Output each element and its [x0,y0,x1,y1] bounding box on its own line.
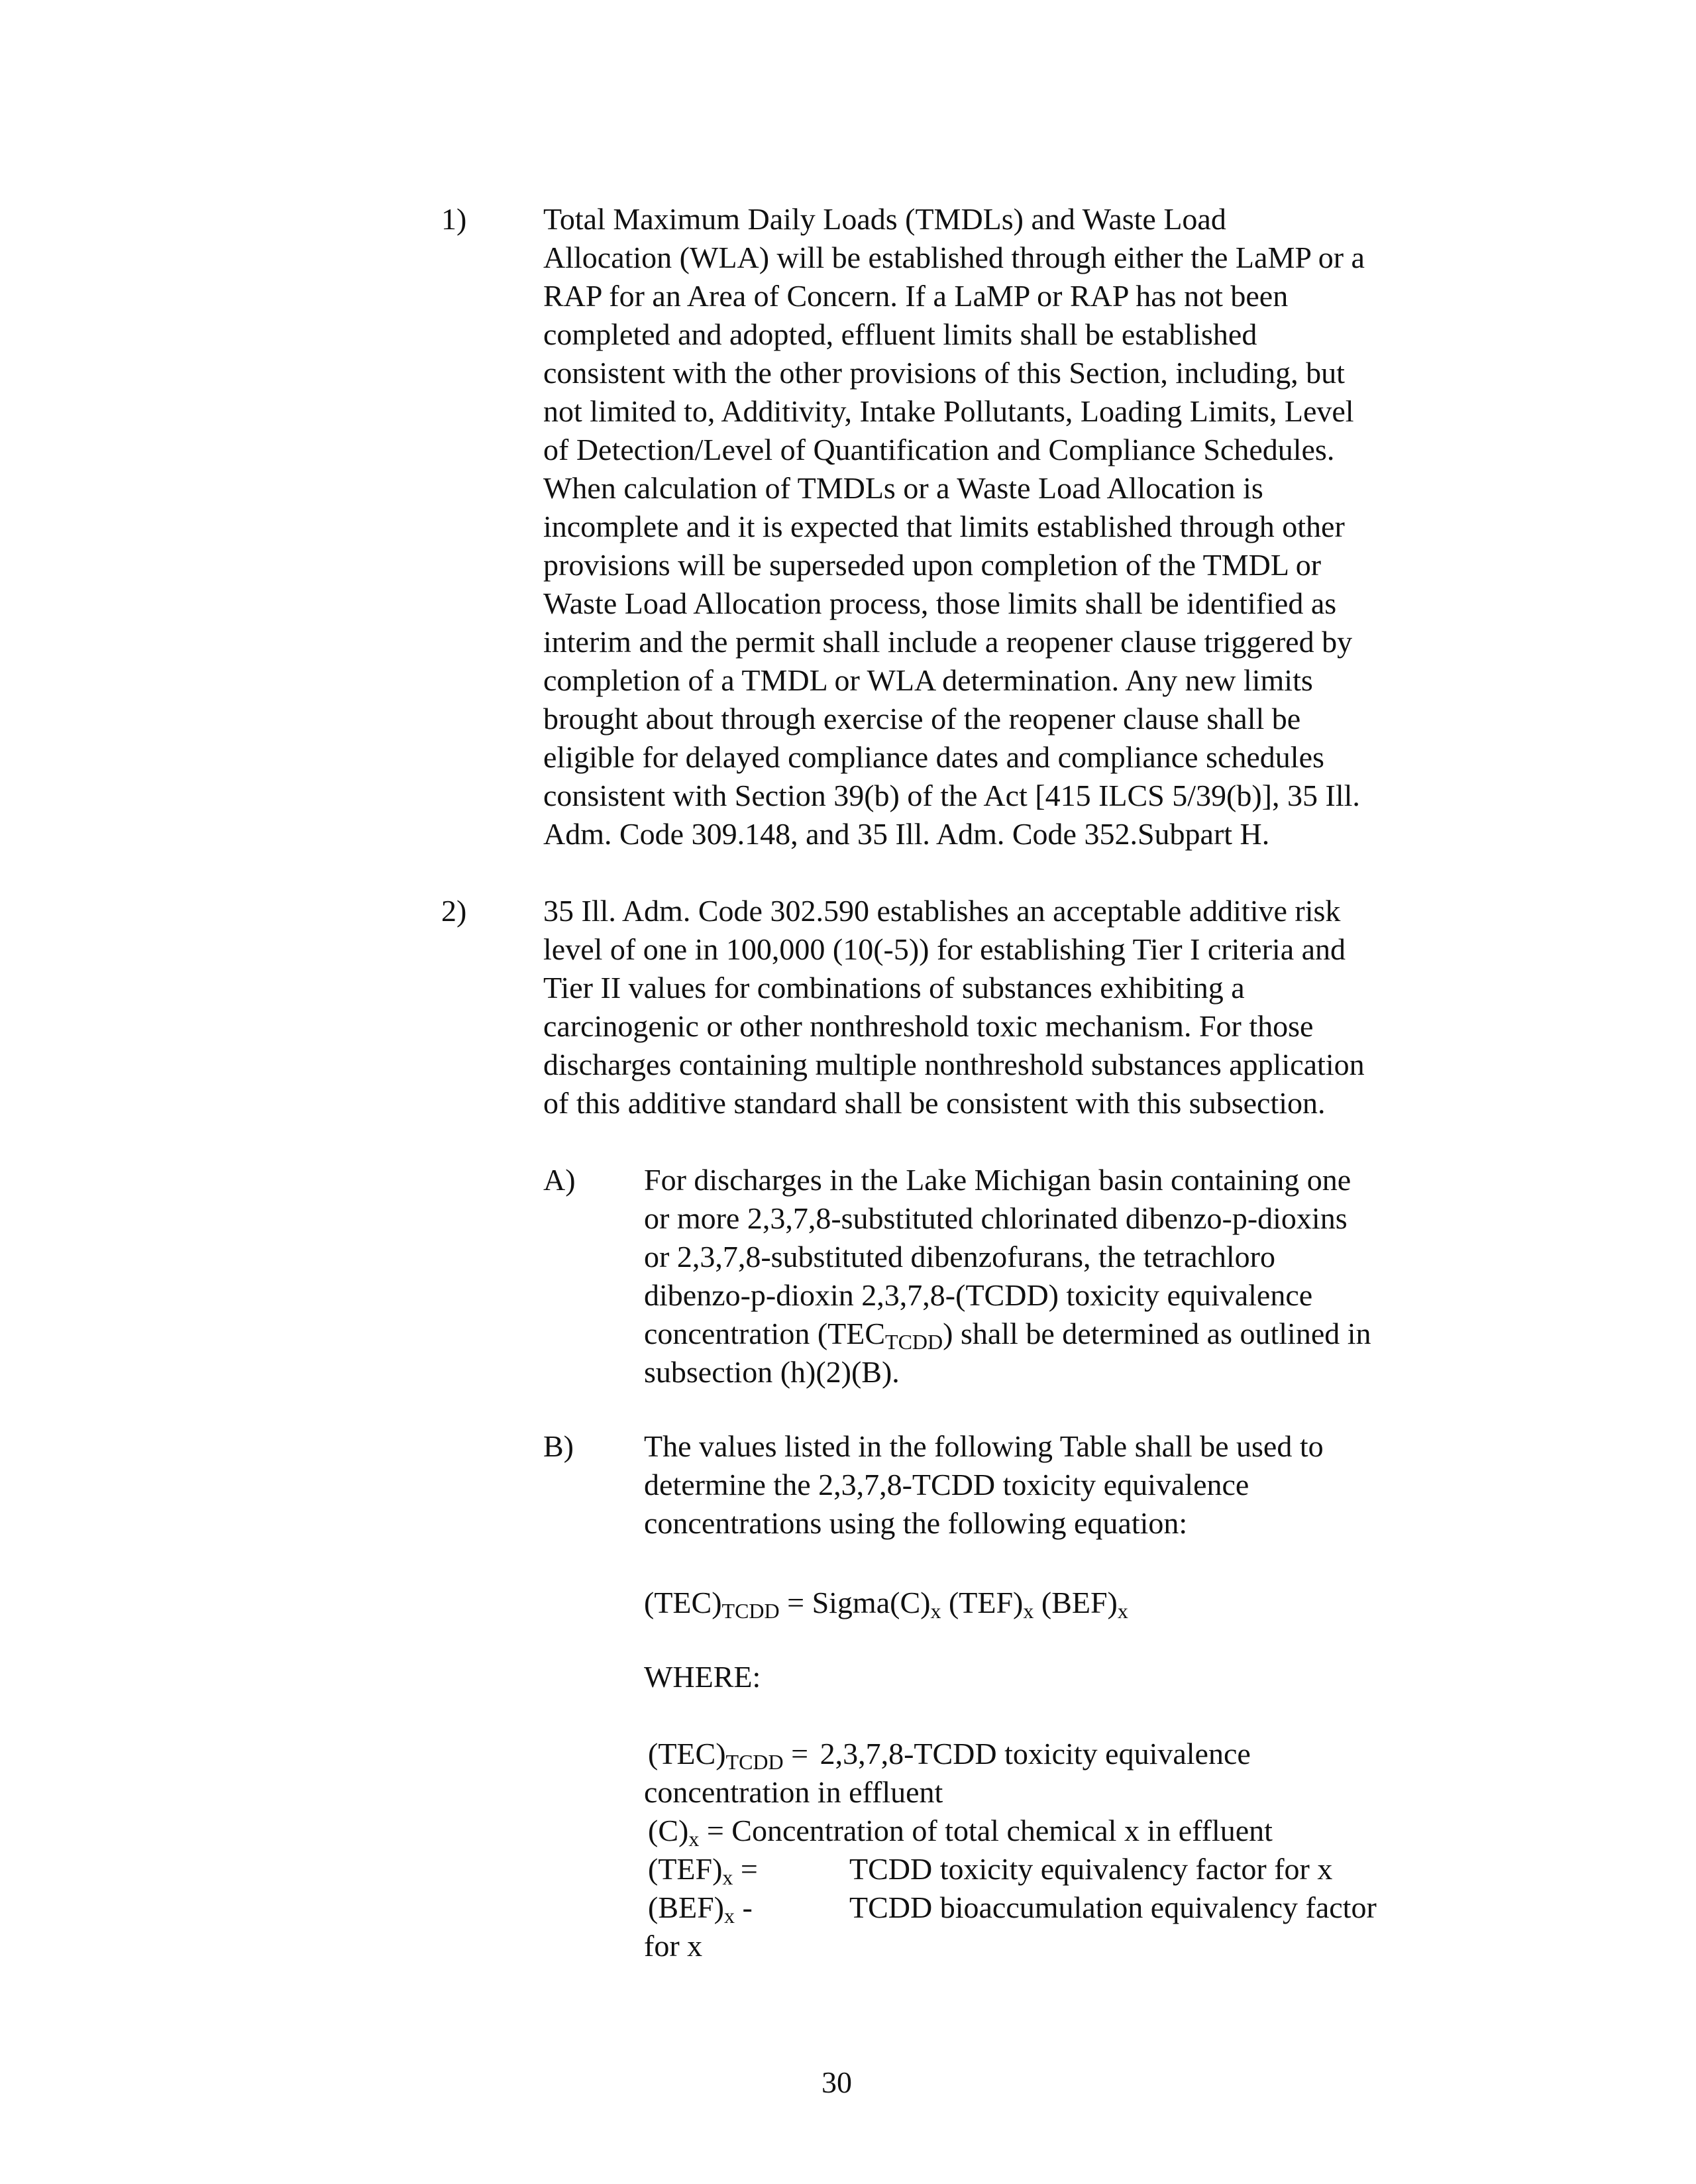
definition-text: 2,3,7,8-TCDD toxicity equivalence [820,1737,1251,1771]
text-line: level of one in 100,000 (10(-5)) for establishing Tier I criteria and [543,932,1346,966]
text-line: of this additive standard shall be consistent with this subsection. [543,1086,1326,1120]
text-line [644,1315,1371,1353]
subscript: x [1117,1599,1128,1623]
text-line: not limited to, Additivity, Intake Pollutants, Loading Limits, Level [543,394,1354,428]
subscript: x [930,1599,941,1623]
text-line: completed and adopted, effluent limits shall be established [543,317,1257,351]
text-line: Waste Load Allocation process, those limits shall be identified as [543,586,1337,620]
subscript: x [722,1865,733,1889]
item-a-marker: A) [543,1163,576,1197]
item-b-marker: B) [543,1429,574,1463]
subscript: x [724,1904,735,1928]
text-line: eligible for delayed compliance dates and compliance schedules [543,740,1324,774]
item-1-marker: 1) [441,202,467,236]
item-2-paragraph [543,892,1365,1122]
text-line: or more 2,3,7,8-substituted chlorinated dibenzo-p-dioxins [644,1201,1348,1235]
text-line: subsection (h)(2)(B). [644,1355,900,1389]
text-line: carcinogenic or other nonthreshold toxic mechanism. For those [543,1009,1314,1043]
definition-text: = Concentration of total chemical x in effluent [699,1814,1273,1847]
item-1-paragraph [543,200,1365,853]
definition-text: TCDD toxicity equivalency factor for x [849,1852,1333,1886]
subscript: TCDD [885,1330,943,1354]
equation-part: (TEC) [644,1586,722,1619]
text-line: Total Maximum Daily Loads (TMDLs) and Waste Load [543,202,1226,236]
where-label: WHERE: [644,1660,761,1694]
page-number: 30 [822,2065,852,2099]
text-line: For discharges in the Lake Michigan basin containing one [644,1163,1352,1197]
text-line: RAP for an Area of Concern. If a LaMP or RAP has not been [543,279,1289,313]
item-a-paragraph [644,1161,1371,1392]
definition-tec-continued: concentration in effluent [644,1775,943,1809]
equation-part: (BEF) [1034,1586,1118,1619]
item-b-paragraph [644,1427,1324,1543]
definition-part: = [783,1737,816,1771]
text-line: 35 Ill. Adm. Code 302.590 establishes an acceptable additive risk [543,894,1341,928]
definition-bef [648,1888,1377,1927]
subscript: TCDD [725,1750,784,1774]
text-line: discharges containing multiple nonthreshold substances application [543,1048,1365,1081]
definition-tec [648,1735,1251,1773]
text-line: consistent with the other provisions of this Section, including, but [543,356,1345,390]
term-text: (TEF) [648,1852,723,1886]
definition-c [648,1812,1273,1850]
text-line: consistent with Section 39(b) of the Act [415 ILCS 5/39(b)], 35 Ill. [543,779,1360,812]
definition-text: TCDD bioaccumulation equivalency factor [849,1890,1377,1924]
definition-tef [648,1850,1332,1888]
term-text: - [735,1890,753,1924]
subscript: x [1023,1599,1034,1623]
text-line: Tier II values for combinations of substances exhibiting a [543,971,1245,1005]
definition-bef-continued: for x [644,1929,703,1963]
text-line: incomplete and it is expected that limits established through other [543,510,1345,543]
term-text: = [733,1852,758,1886]
definition-term: (C) [648,1814,689,1847]
text-line: provisions will be superseded upon completion of the TMDL or [543,548,1322,582]
text-line: or 2,3,7,8-substituted dibenzofurans, the tetrachloro [644,1240,1275,1274]
subscript: x [688,1827,700,1851]
text-line: dibenzo-p-dioxin 2,3,7,8-(TCDD) toxicity equivalence [644,1278,1313,1312]
definition-term [648,1888,849,1927]
text-line: of Detection/Level of Quantification and Compliance Schedules. [543,433,1335,466]
definition-term: (TEC) [648,1737,726,1771]
text-line: When calculation of TMDLs or a Waste Load Allocation is [543,471,1263,505]
text-line: brought about through exercise of the reopener clause shall be [543,702,1301,736]
text-line: determine the 2,3,7,8-TCDD toxicity equivalence [644,1468,1249,1502]
text-fragment: ) shall be determined as outlined in [943,1317,1371,1350]
text-line: The values listed in the following Table shall be used to [644,1429,1324,1463]
text-line: Allocation (WLA) will be established through either the LaMP or a [543,241,1365,274]
definition-term [648,1850,849,1888]
equation-part: = Sigma(C) [779,1586,931,1619]
text-line: interim and the permit shall include a reopener clause triggered by [543,625,1353,659]
text-line: Adm. Code 309.148, and 35 Ill. Adm. Code 352.Subpart H. [543,817,1270,851]
text-line: concentrations using the following equation: [644,1506,1188,1540]
item-2-marker: 2) [441,894,467,928]
equation-part: (TEF) [941,1586,1024,1619]
text-line: completion of a TMDL or WLA determination. Any new limits [543,663,1313,697]
term-text: (BEF) [648,1890,724,1924]
equation [644,1584,1128,1622]
text-fragment: concentration (TEC [644,1317,886,1350]
subscript: TCDD [721,1599,780,1623]
